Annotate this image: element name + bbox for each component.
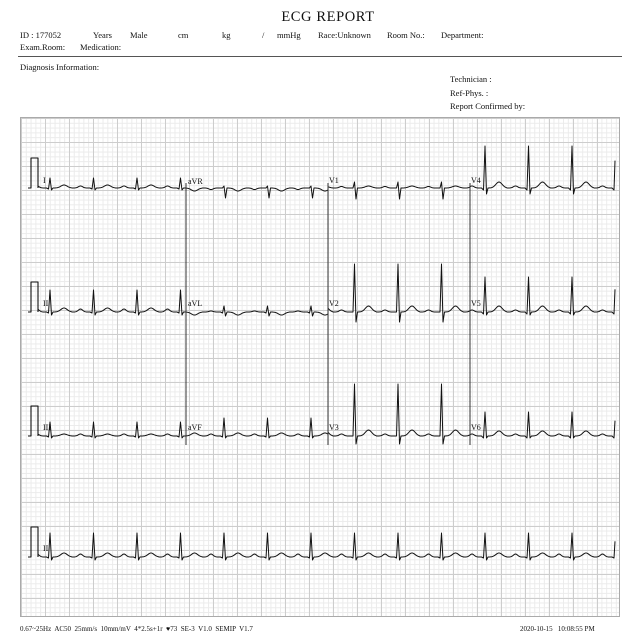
referring-physician: Ref-Phys. :	[450, 88, 489, 98]
diagnosis-information: Diagnosis Information:	[20, 62, 100, 72]
report-confirmed-by: Report Confirmed by:	[450, 101, 526, 111]
lead-label-V6: V6	[471, 423, 481, 432]
lead-label-aVF: aVF	[188, 423, 202, 432]
lead-label-V5: V5	[471, 299, 481, 308]
ecg-grid	[20, 117, 620, 617]
lead-label-V1: V1	[329, 176, 339, 185]
patient-id: ID : 177052	[20, 30, 62, 40]
patient-sex: Male	[130, 30, 148, 40]
blood-pressure-unit: mmHg	[277, 30, 301, 40]
lead-label-III: III	[43, 423, 51, 432]
technician: Technician :	[450, 74, 492, 84]
lead-label-aVR: aVR	[188, 177, 203, 186]
room-number: Room No.:	[387, 30, 425, 40]
department: Department:	[441, 30, 484, 40]
medication: Medication:	[80, 42, 122, 52]
report-datetime: 2020-10-15 10:08:55 PM	[520, 625, 595, 633]
patient-race: Race:Unknown	[318, 30, 371, 40]
lead-label-I: I	[43, 176, 46, 185]
acquisition-settings: 0.67~25Hz AC50 25mm/s 10mm/mV 4*2.5s+1r ♥73 SE-3 V1.0 SEMIP V1.7	[20, 625, 253, 633]
lead-label-V3: V3	[329, 423, 339, 432]
patient-age: Years	[93, 30, 112, 40]
lead-label-rhythm-II: II	[43, 544, 49, 553]
header-divider	[18, 56, 622, 57]
report-title: ECG REPORT	[281, 9, 375, 25]
blood-pressure-separator: /	[262, 30, 265, 40]
lead-label-II: II	[43, 299, 49, 308]
exam-room: Exam.Room:	[20, 42, 66, 52]
lead-label-aVL: aVL	[188, 299, 203, 308]
patient-weight: kg	[222, 30, 231, 40]
lead-label-V2: V2	[329, 299, 339, 308]
patient-height: cm	[178, 30, 189, 40]
lead-label-V4: V4	[471, 176, 481, 185]
